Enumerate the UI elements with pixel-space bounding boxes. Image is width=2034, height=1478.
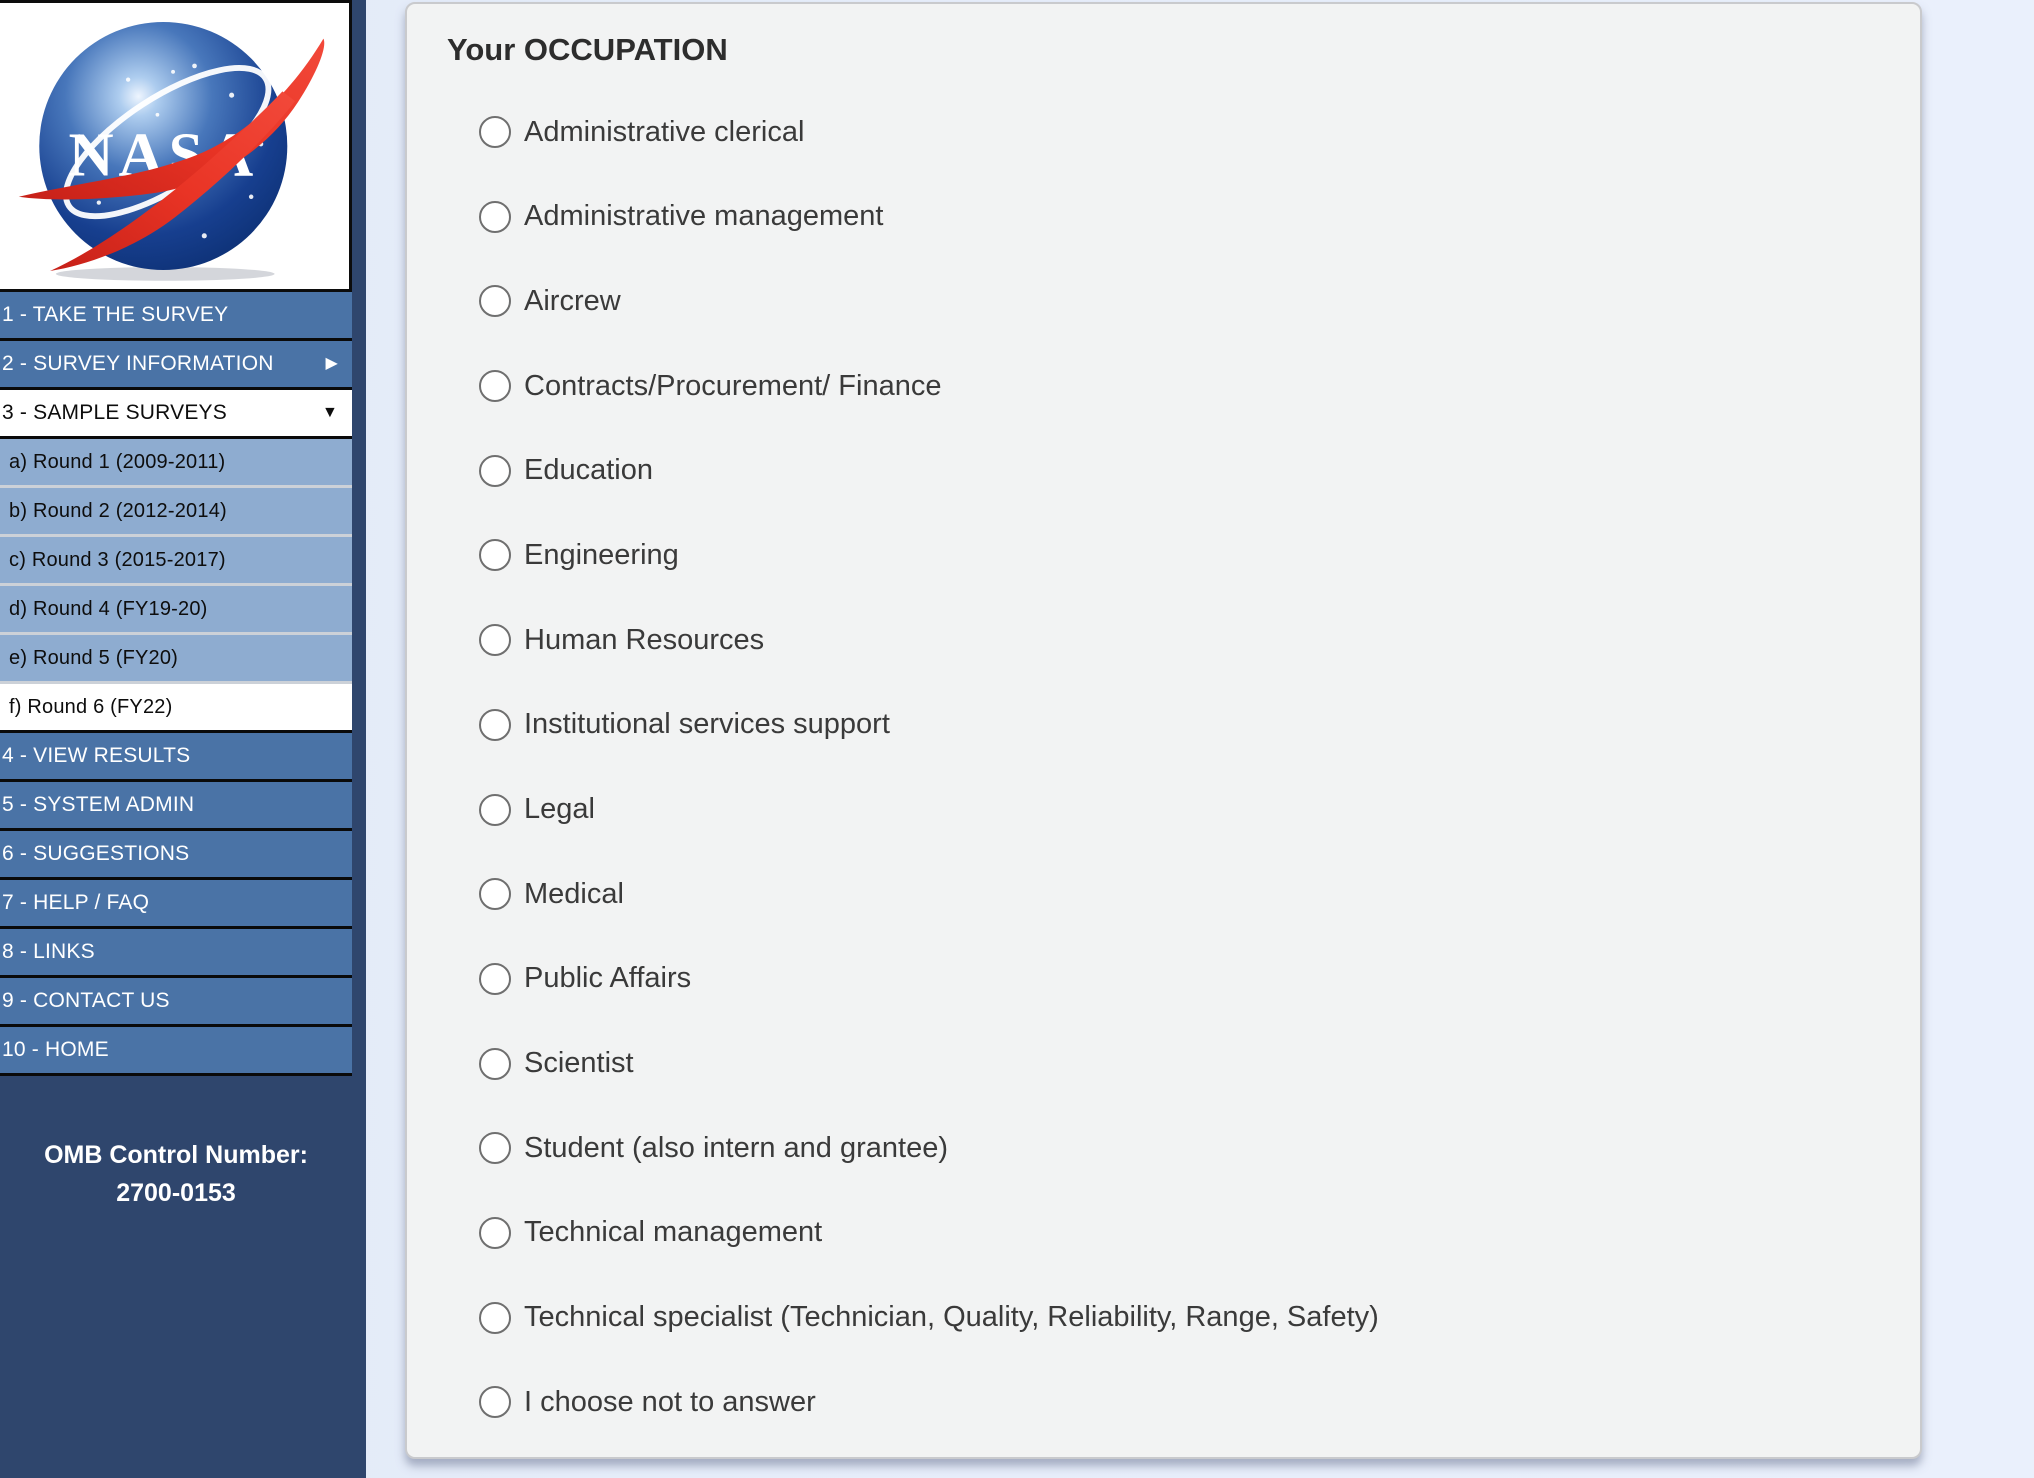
sidebar-item-links[interactable] — [0, 929, 352, 978]
radio-button[interactable] — [479, 370, 511, 402]
radio-option-label: Engineering — [524, 538, 679, 571]
radio-option-label: Technical management — [524, 1216, 823, 1249]
sidebar-subitem-round-6[interactable] — [0, 684, 352, 733]
radio-option-public-affairs[interactable] — [479, 963, 1379, 995]
radio-option-label: I choose not to answer — [524, 1385, 816, 1418]
radio-button[interactable] — [479, 963, 511, 995]
radio-option-label: Legal — [524, 793, 595, 825]
sidebar-subitem-label: a) Round 1 (2009-2011) — [9, 450, 226, 473]
radio-option-engineering[interactable] — [479, 539, 1379, 571]
sidebar-subitem-round-1[interactable] — [0, 439, 352, 488]
sidebar-item-label: 4 - VIEW RESULTS — [2, 744, 191, 767]
sidebar-item-label: 1 - TAKE THE SURVEY — [2, 303, 229, 326]
radio-option-label: Technical specialist (Technician, Quality, Reliability, Range, Safety) — [524, 1301, 1379, 1334]
radio-option-scientist[interactable] — [479, 1048, 1379, 1080]
radio-button[interactable] — [479, 794, 511, 826]
sidebar-item-label: 8 - LINKS — [2, 940, 95, 963]
radio-option-label: Contracts/Procurement/ Finance — [524, 369, 942, 402]
sidebar-subitem-label: e) Round 5 (FY20) — [9, 646, 179, 669]
sidebar-item-view-results[interactable] — [0, 733, 352, 782]
radio-option-human-resources[interactable] — [479, 624, 1379, 656]
omb-control-number — [0, 1136, 352, 1212]
page-title: Your OCCUPATION — [447, 32, 728, 67]
radio-option-label: Administrative management — [524, 200, 884, 233]
radio-button[interactable] — [479, 709, 511, 741]
radio-option-aircrew[interactable] — [479, 285, 1379, 317]
nasa-meatball-icon — [9, 9, 341, 283]
occupation-options — [479, 116, 1379, 1471]
radio-option-label: Human Resources — [524, 623, 765, 656]
sidebar-subitem-label: d) Round 4 (FY19-20) — [9, 597, 208, 620]
radio-option-label: Student (also intern and grantee) — [524, 1131, 948, 1164]
sidebar-item-suggestions[interactable] — [0, 831, 352, 880]
radio-option-administrative-management[interactable] — [479, 201, 1379, 233]
sidebar-item-label: 7 - HELP / FAQ — [2, 891, 150, 914]
radio-button[interactable] — [479, 878, 511, 910]
radio-option-administrative-clerical[interactable] — [479, 116, 1379, 148]
radio-option-label: Education — [524, 454, 653, 487]
omb-line2: 2700-0153 — [116, 1179, 236, 1207]
sidebar-item-system-admin[interactable] — [0, 782, 352, 831]
radio-option-label: Aircrew — [524, 284, 621, 317]
radio-button[interactable] — [479, 624, 511, 656]
radio-option-institutional-services-support[interactable] — [479, 709, 1379, 741]
omb-line1: OMB Control Number: — [44, 1141, 308, 1169]
sidebar-item-home[interactable] — [0, 1027, 352, 1076]
radio-button[interactable] — [479, 116, 511, 148]
sidebar-nav — [0, 292, 352, 1076]
sidebar-subitem-round-3[interactable] — [0, 537, 352, 586]
radio-option-student[interactable] — [479, 1132, 1379, 1164]
radio-button[interactable] — [479, 285, 511, 317]
sidebar-item-take-the-survey[interactable] — [0, 292, 352, 341]
radio-option-education[interactable] — [479, 455, 1379, 487]
radio-option-label: Administrative clerical — [524, 115, 805, 148]
sidebar-item-label: 6 - SUGGESTIONS — [2, 842, 190, 865]
sidebar-subitem-round-4[interactable] — [0, 586, 352, 635]
radio-option-label: Public Affairs — [524, 962, 692, 995]
radio-button[interactable] — [479, 1048, 511, 1080]
radio-button[interactable] — [479, 1217, 511, 1249]
sidebar-subitem-round-2[interactable] — [0, 488, 352, 537]
radio-option-technical-management[interactable] — [479, 1217, 1379, 1249]
radio-button[interactable] — [479, 1386, 511, 1418]
radio-button[interactable] — [479, 539, 511, 571]
sidebar-subitem-round-5[interactable] — [0, 635, 352, 684]
radio-option-label: Institutional services support — [524, 708, 890, 741]
radio-option-label: Medical — [524, 877, 624, 910]
radio-button[interactable] — [479, 455, 511, 487]
sidebar-subitem-label: c) Round 3 (2015-2017) — [9, 548, 226, 571]
chevron-down-icon: ▼ — [321, 404, 338, 421]
radio-button[interactable] — [479, 1132, 511, 1164]
sidebar-subitem-label: f) Round 6 (FY22) — [9, 695, 173, 718]
occupation-panel — [405, 2, 1922, 1459]
svg-text:NASA: NASA — [67, 119, 258, 190]
radio-button[interactable] — [479, 1302, 511, 1334]
sidebar-subitem-label: b) Round 2 (2012-2014) — [9, 499, 227, 522]
radio-button[interactable] — [479, 201, 511, 233]
sidebar — [0, 0, 366, 1478]
sidebar-item-contact-us[interactable] — [0, 978, 352, 1027]
sidebar-item-sample-surveys[interactable] — [0, 390, 352, 439]
sidebar-item-label: 3 - SAMPLE SURVEYS — [2, 401, 227, 424]
radio-option-choose-not-to-answer[interactable] — [479, 1386, 1379, 1418]
radio-option-contracts-procurement-finance[interactable] — [479, 370, 1379, 402]
sidebar-item-label: 5 - SYSTEM ADMIN — [2, 793, 195, 816]
radio-option-legal[interactable] — [479, 794, 1379, 826]
sidebar-item-help-faq[interactable] — [0, 880, 352, 929]
chevron-right-icon: ▶ — [325, 355, 338, 372]
sidebar-item-survey-information[interactable] — [0, 341, 352, 390]
radio-option-technical-specialist[interactable] — [479, 1302, 1379, 1334]
sidebar-item-label: 10 - HOME — [2, 1038, 109, 1061]
radio-option-label: Scientist — [524, 1047, 634, 1080]
nasa-logo[interactable] — [0, 0, 352, 292]
sidebar-item-label: 9 - CONTACT US — [2, 989, 170, 1012]
sidebar-item-label: 2 - SURVEY INFORMATION — [2, 352, 274, 375]
radio-option-medical[interactable] — [479, 878, 1379, 910]
